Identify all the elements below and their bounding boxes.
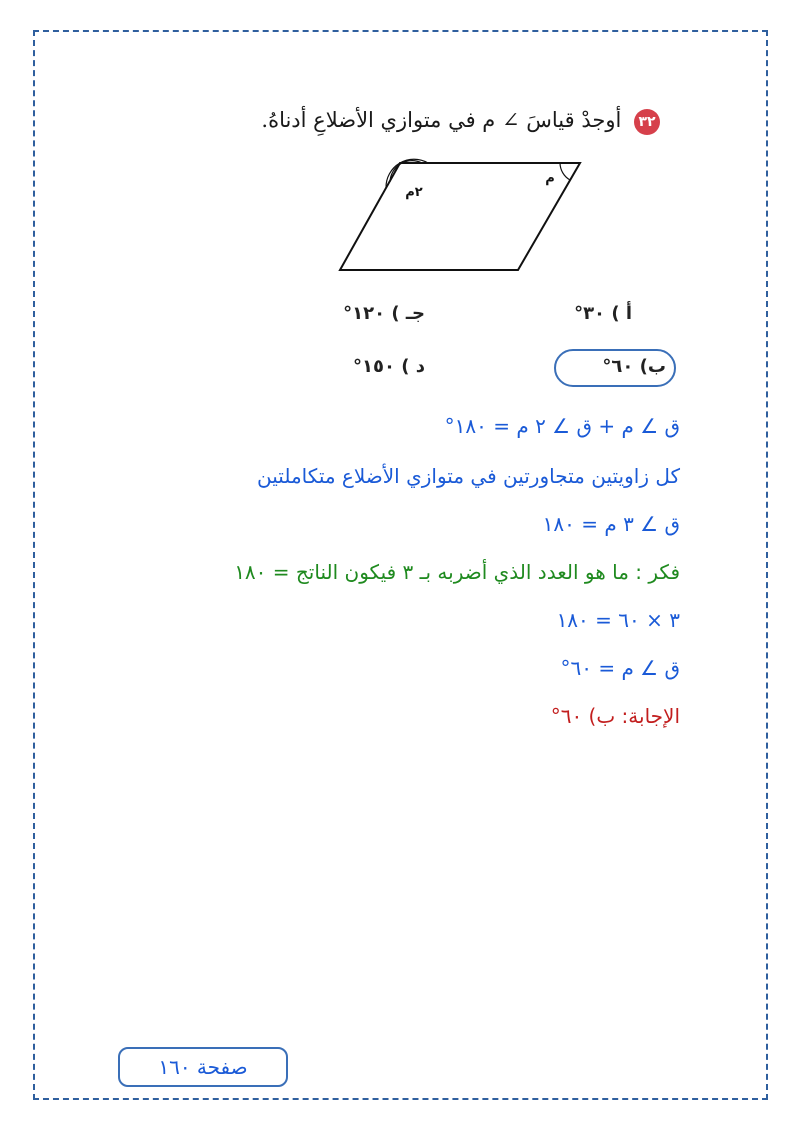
- final-answer: الإجابة: ب) ٦٠°: [550, 704, 680, 728]
- choice-b[interactable]: [602, 356, 666, 377]
- angle-arc-single: [560, 163, 570, 180]
- choice-a[interactable]: [574, 303, 632, 324]
- choice-c-label: جـ ): [391, 303, 425, 324]
- parallelogram: [340, 163, 580, 270]
- choice-c[interactable]: [343, 303, 425, 324]
- angle-label-left: ٢م: [405, 185, 423, 200]
- page-number-badge: صفحة ١٦٠: [118, 1047, 288, 1087]
- choice-a-label: أ ): [611, 303, 632, 324]
- choice-d-value: ١٥٠°: [353, 356, 395, 377]
- choice-a-value: ٣٠°: [574, 303, 606, 324]
- parallelogram-figure: [330, 150, 590, 280]
- solution-line-2: كل زاويتين متجاورتين في متوازي الأضلاع متكاملتين: [257, 464, 680, 488]
- solution-line-6: ق ∠ م = ٦٠°: [560, 656, 680, 680]
- solution-line-3: ق ∠ ٣ م = ١٨٠: [542, 512, 680, 536]
- solution-hint: فكر : ما هو العدد الذي أضربه بـ ٣ فيكون الناتج = ١٨٠: [234, 560, 680, 584]
- solution-line-5: ٣ × ٦٠ = ١٨٠: [556, 608, 680, 632]
- choice-b-label: ب): [639, 356, 666, 377]
- choice-d[interactable]: [353, 356, 425, 377]
- choice-d-label: د ): [401, 356, 425, 377]
- question: [261, 108, 660, 135]
- choice-c-value: ١٢٠°: [343, 303, 386, 324]
- solution-line-1: ق ∠ م + ق ∠ ٢ م = ١٨٠°: [444, 414, 680, 438]
- question-text: أوجدْ قياسَ ∠ م في متوازي الأضلاعِ أدناهُ.: [261, 108, 622, 132]
- choice-b-value: ٦٠°: [602, 356, 634, 377]
- angle-label-right: م: [545, 171, 555, 186]
- question-number: ٣٢: [634, 109, 660, 135]
